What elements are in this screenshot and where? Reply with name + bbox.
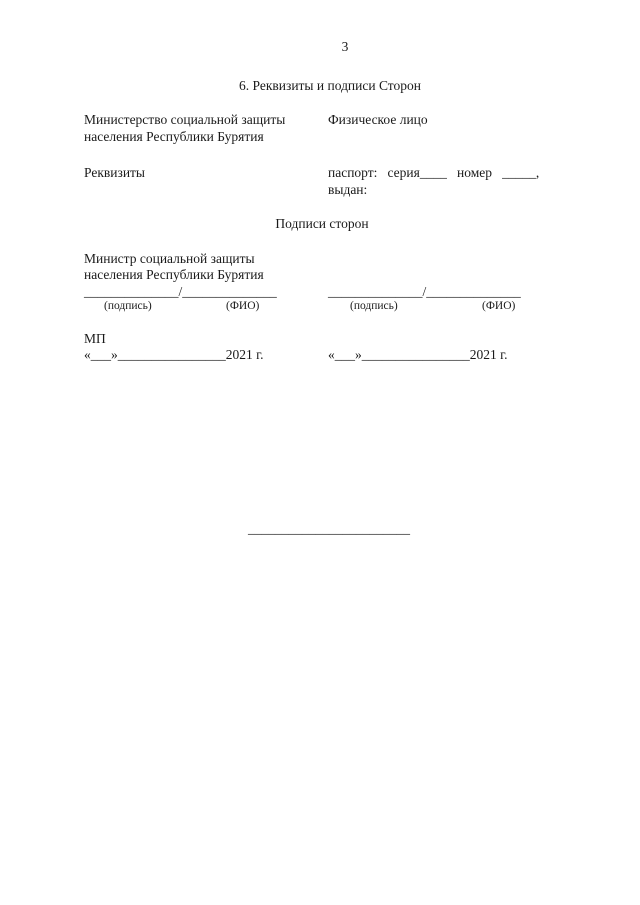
left-position-line2: населения Республики Бурятия — [84, 267, 264, 282]
left-date: «___»________________2021 г. — [84, 347, 264, 362]
left-caption-signature: (подпись) — [104, 300, 152, 312]
right-caption-signature: (подпись) — [350, 300, 398, 312]
right-date: «___»________________2021 г. — [328, 347, 508, 362]
right-party-passport-line2: выдан: — [328, 182, 368, 197]
footer-rule: ________________________ — [248, 521, 410, 536]
signatures-title: Подписи сторон — [275, 216, 369, 231]
left-position-line1: Министр социальной защиты — [84, 251, 255, 266]
page-number: 3 — [341, 39, 349, 54]
left-sign-line: ______________/______________ — [84, 284, 277, 299]
right-party-passport-line1: паспорт: серия____ номер _____, — [328, 165, 540, 180]
left-party-name-line1: Министерство социальной защиты — [84, 112, 286, 127]
right-caption-name: (ФИО) — [482, 300, 516, 312]
section-title: 6. Реквизиты и подписи Сторон — [239, 78, 421, 93]
left-party-name-line2: населения Республики Бурятия — [84, 129, 264, 144]
left-caption-name: (ФИО) — [226, 300, 260, 312]
left-party-requisites: Реквизиты — [84, 165, 146, 180]
right-party-name: Физическое лицо — [328, 112, 428, 127]
left-seal: МП — [84, 331, 106, 346]
right-sign-line: ______________/______________ — [328, 284, 521, 299]
